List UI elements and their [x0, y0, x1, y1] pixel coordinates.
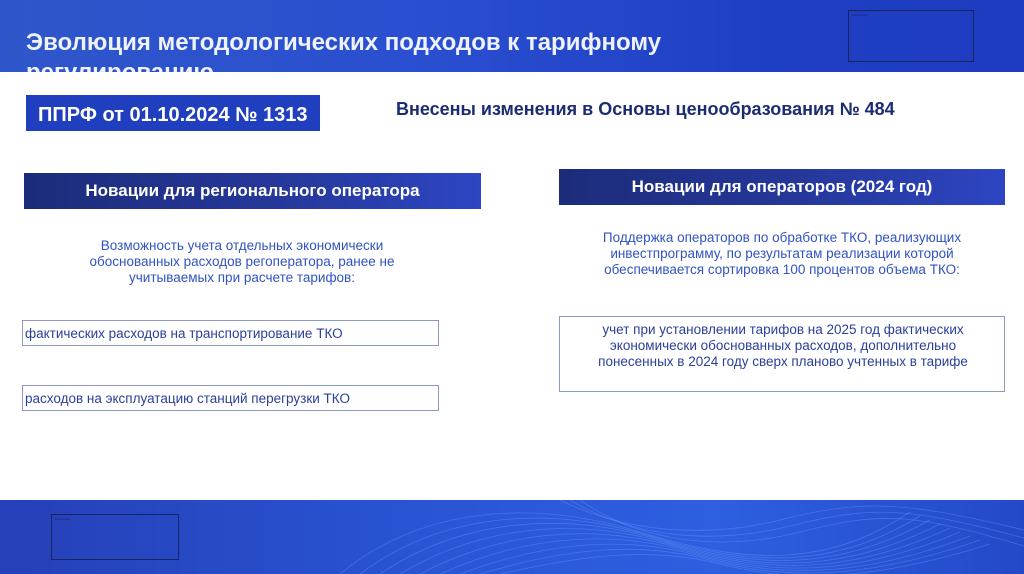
- changes-title: Внесены изменения в Основы ценообразования № 484: [396, 99, 895, 119]
- bottom-placeholder-box: [51, 514, 179, 560]
- left-section-header: Новации для регионального оператора: [24, 173, 481, 209]
- left-item-text: фактических расходов на транспортирование ТКО: [25, 326, 343, 341]
- page-title: Эволюция методологических подходов к тарифному: [26, 29, 662, 56]
- right-section-intro: Поддержка операторов по обработке ТКО, реализующих инвестпрограмму, по результатам реализации которой обеспечивается сортировка 100 процентов объема ТКО:: [602, 230, 962, 277]
- top-placeholder-label: Placeholder: [852, 13, 868, 17]
- left-item-box: [22, 320, 439, 346]
- bottom-placeholder-label: Placeholder: [55, 517, 71, 521]
- pprf-label: ППРФ от 01.10.2024 № 1313: [38, 104, 308, 126]
- right-item-text: учет при установлении тарифов на 2025 год фактических экономически обоснованных расходов, дополнительно понесенных в 2024 году сверх планово учтенных в тарифе: [598, 322, 968, 369]
- right-item-box: [559, 316, 1005, 392]
- left-item-box: [22, 385, 439, 411]
- right-section-header: Новации для операторов (2024 год): [559, 169, 1005, 205]
- top-placeholder-box: [848, 10, 974, 62]
- header-band: [0, 0, 1024, 72]
- left-section-intro: Возможность учета отдельных экономически обоснованных расходов регоператора, ранее не учитываемых при расчете тарифов:: [89, 238, 395, 285]
- footer-band: [0, 500, 1024, 574]
- left-item-text: расходов на эксплуатацию станций перегрузки ТКО: [25, 391, 351, 406]
- pprf-tag: [26, 95, 320, 131]
- content-panel: [0, 72, 1024, 500]
